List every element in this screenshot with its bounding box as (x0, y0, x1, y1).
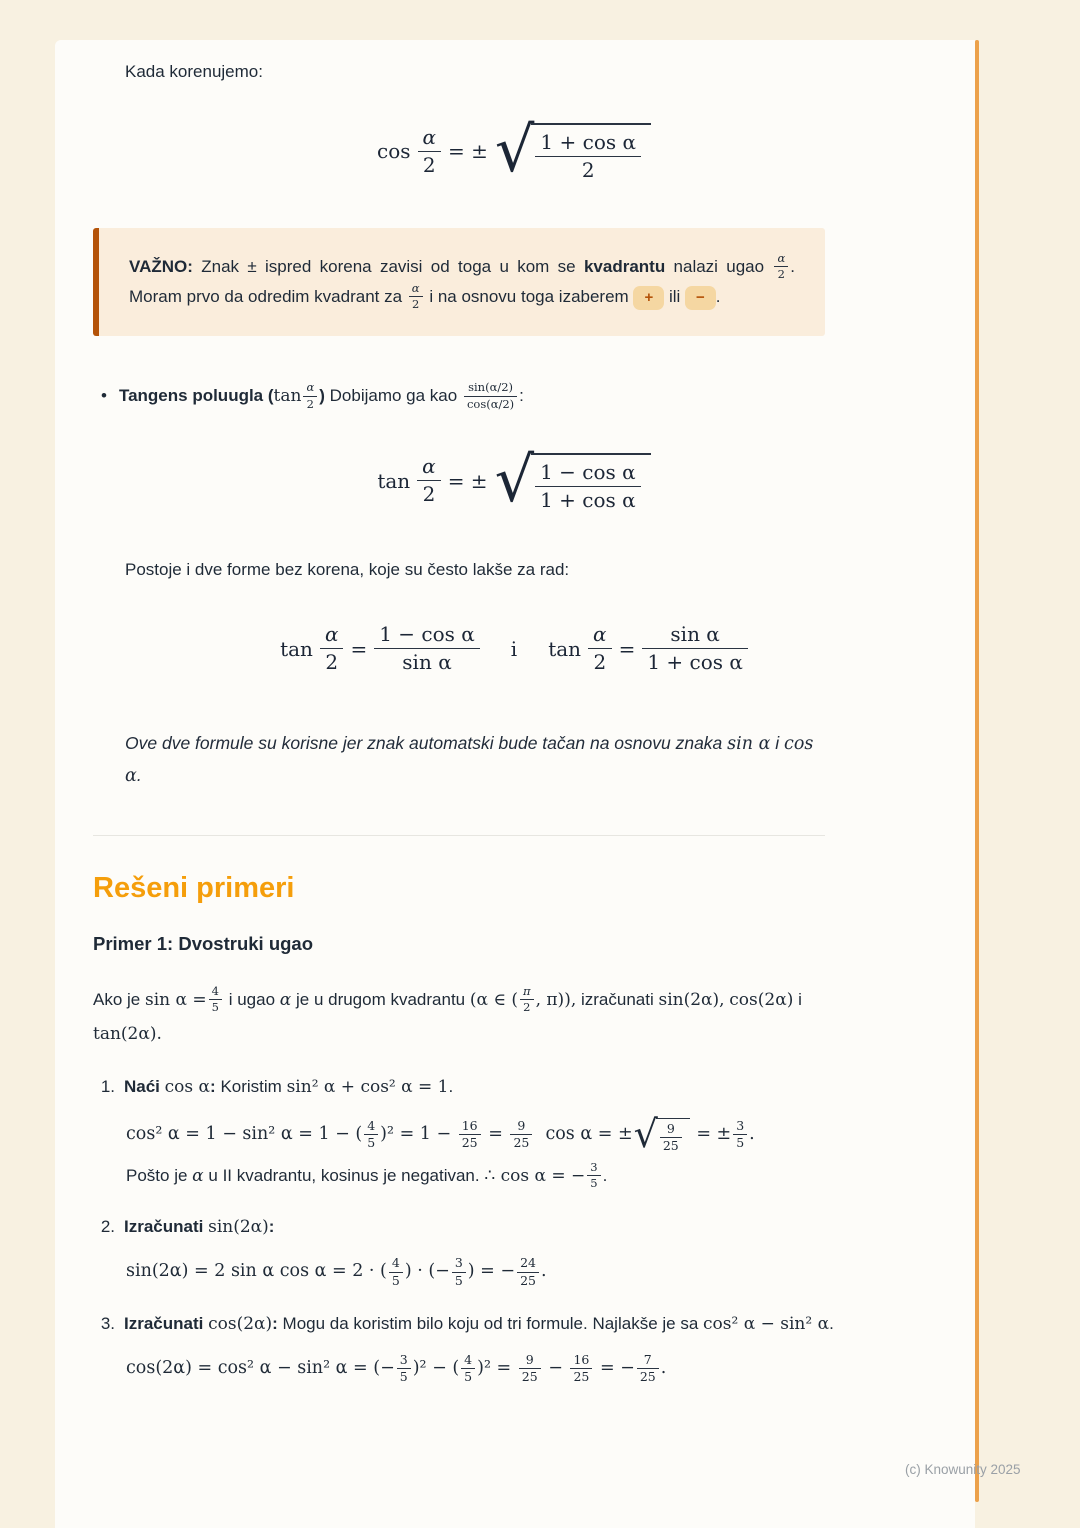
step-body (124, 1073, 864, 1191)
fraction-numerator: 7 (643, 1351, 652, 1367)
fraction-9-25 (519, 1353, 541, 1385)
fraction-numerator: α (777, 250, 786, 265)
math-segment: )² = (477, 1357, 517, 1378)
step-heading (124, 1073, 864, 1102)
math-relation: = ± (447, 468, 488, 493)
fraction-denominator: 2 (588, 648, 612, 674)
example-subtitle: Primer 1: Dvostruki ugao (93, 932, 314, 954)
fraction-denominator: 1 + cos α (535, 486, 641, 512)
fraction-denominator: 2 (303, 396, 317, 411)
math-sin-2a: sin(2α), (658, 989, 725, 1010)
math-tan-2a: tan(2α). (93, 1024, 162, 1045)
callout-text: i na osnovu toga izaberem (429, 287, 629, 307)
step-body (124, 1213, 864, 1288)
conjunction: i (510, 636, 518, 661)
fraction-denominator: 5 (733, 1134, 747, 1150)
fraction-numerator: α (324, 622, 339, 647)
note-italic (125, 728, 825, 793)
fraction-3-5 (733, 1119, 747, 1151)
math-line (126, 1112, 864, 1157)
step-3 (93, 1310, 935, 1385)
solution-steps (93, 1073, 935, 1384)
fraction-alpha-over-2 (418, 126, 442, 177)
fraction-numerator: 16 (461, 1118, 478, 1134)
callout-text: . Moram prvo da odredim kvadrant za (129, 257, 795, 307)
step-bold: Naći (124, 1077, 160, 1097)
fraction-alpha-over-2 (417, 455, 441, 506)
alpha-half-fraction (409, 282, 423, 311)
step-note (126, 1159, 864, 1191)
fraction-denominator: 5 (397, 1368, 411, 1384)
step-text: Mogu da koristim bilo koju od tri formule. Najlakše je sa (282, 1313, 699, 1333)
step-bold: : (272, 1313, 278, 1333)
fraction-denominator: 2 (320, 648, 344, 674)
bullet-text (119, 382, 524, 411)
alpha-half-fraction (774, 252, 788, 281)
math-segment: = ± (690, 1124, 732, 1145)
square-root (494, 442, 651, 516)
bullet-plain-text: Dobijamo ga kao (329, 386, 458, 406)
note-text: . (602, 1166, 608, 1186)
math-segment: . (749, 1124, 755, 1145)
fraction-numerator: 1 + cos α (540, 130, 636, 154)
math-function: tan (273, 386, 302, 407)
fraction-form-left (374, 623, 480, 674)
math-therefore: ∴ cos α = − (484, 1166, 586, 1187)
intro-text: Kada korenujemo: (125, 62, 263, 81)
bullet-marker: • (101, 386, 107, 406)
fraction-denominator: 1 + cos α (642, 648, 748, 674)
fraction-numerator: 4 (391, 1255, 400, 1271)
callout-label: VAŽNO: (129, 257, 193, 276)
fraction-alpha-over-2 (320, 623, 344, 674)
display-formula-cos-half (93, 113, 935, 186)
math-segment: cos(2α) = cos² α − sin² α = (− (126, 1357, 395, 1378)
fraction-denominator: 25 (517, 1272, 539, 1288)
step-heading (124, 1213, 864, 1242)
math-function: tan (548, 636, 582, 661)
fraction-denominator: 25 (637, 1368, 659, 1384)
fraction-denominator: 25 (519, 1368, 541, 1384)
document-content (55, 40, 975, 1385)
step-heading (124, 1310, 864, 1339)
problem-text: izračunati (580, 989, 654, 1009)
sin-cos-half-fraction (464, 381, 517, 410)
fraction-numerator: 4 (367, 1118, 376, 1134)
fraction-numerator: 9 (666, 1121, 675, 1137)
tangent-half-bullet (101, 382, 861, 411)
math-segment: cos² α = 1 − sin² α = 1 − ( (126, 1124, 363, 1145)
math-interval-open: (α ∈ ( (469, 989, 519, 1010)
math-cos-alpha: cos α (164, 1077, 211, 1098)
fraction-9-25 (660, 1122, 682, 1154)
bullet-bold: Tangens poluugla ( (118, 386, 274, 406)
problem-text: Ako je (93, 989, 141, 1009)
math-relation: = ± (448, 139, 488, 163)
math-cos-2a: cos(2α) (729, 989, 794, 1010)
math-sin-alpha: sin α (727, 733, 771, 754)
fraction-3-5 (587, 1161, 600, 1190)
fraction-numerator: 3 (454, 1255, 463, 1271)
square-root (494, 113, 651, 186)
fraction-denominator: cos(α/2) (464, 396, 517, 411)
fraction-radicand (535, 131, 641, 182)
math-cos-alpha: cos α (125, 733, 814, 787)
fraction-numerator: 3 (590, 1159, 598, 1174)
fraction-numerator: 1 − cos α (540, 459, 636, 484)
fraction-3-5 (397, 1353, 411, 1385)
fraction-form-right (642, 623, 748, 674)
problem-text: i ugao (228, 989, 276, 1009)
math-segment: = − (594, 1357, 635, 1378)
fraction-denominator: 5 (587, 1175, 600, 1190)
math-segment: ) = − (467, 1261, 516, 1282)
math-cos2-minus-sin2: cos² α − sin² α (703, 1313, 830, 1334)
document-card (55, 40, 975, 1528)
step-bold: : (210, 1077, 216, 1097)
radicand (531, 123, 651, 182)
step-text: Koristim (220, 1077, 282, 1097)
fraction-denominator: 25 (660, 1137, 682, 1153)
radical-symbol: √ (494, 113, 535, 186)
fraction-numerator: 4 (211, 983, 219, 998)
math-relation: = (350, 636, 368, 661)
fraction-numerator: 1 − cos α (379, 622, 475, 647)
fraction-denominator: 25 (459, 1134, 481, 1150)
math-function: tan (280, 636, 313, 661)
display-formula-tan-half (93, 442, 935, 516)
fraction-denominator: 5 (209, 999, 222, 1014)
fraction-4-5 (389, 1256, 403, 1288)
fraction-numerator: 16 (573, 1351, 590, 1367)
step-number: 1. (100, 1077, 115, 1097)
minus-chip: − (685, 286, 716, 310)
math-function: cos (377, 139, 411, 163)
callout-text: nalazi ugao (673, 257, 765, 276)
math-segment: sin(2α) = 2 sin α cos α = 2 · ( (126, 1261, 387, 1282)
step-bold: Izračunati (124, 1313, 204, 1333)
math-line (126, 1256, 864, 1288)
fraction-numerator: π (523, 983, 531, 998)
math-relation: = (618, 636, 636, 661)
step-bold: Izračunati (124, 1217, 204, 1237)
fraction-denominator: 25 (570, 1368, 592, 1384)
math-pythagorean: sin² α + cos² α = 1 (286, 1077, 449, 1098)
fraction-denominator: 25 (510, 1134, 532, 1150)
fraction-numerator: α (593, 622, 607, 647)
fraction-alpha-over-2 (588, 623, 612, 674)
fraction-7-25 (637, 1353, 659, 1385)
fraction-denominator: 5 (389, 1272, 403, 1288)
step-text: . (829, 1313, 834, 1333)
fraction-denominator: 5 (452, 1272, 466, 1288)
math-segment: − (542, 1357, 569, 1378)
fraction-3-5 (452, 1256, 466, 1288)
fraction-16-25 (459, 1119, 481, 1151)
square-root (633, 1112, 690, 1157)
fraction-numerator: sin α (670, 622, 720, 647)
fraction-numerator: 3 (399, 1351, 408, 1367)
fraction-denominator: 2 (417, 480, 441, 506)
math-segment: . (660, 1357, 667, 1378)
radicand (656, 1118, 690, 1154)
fraction-24-25 (517, 1256, 539, 1288)
callout-text: . (715, 287, 721, 307)
math-segment: )² − ( (412, 1357, 460, 1378)
radicand (531, 453, 651, 512)
bullet-plain-text: : (519, 386, 524, 406)
math-cos-2a: cos(2α) (208, 1313, 273, 1334)
note-text: u II kvadrantu, kosinus je negativan. (208, 1166, 480, 1186)
fraction-numerator: 4 (464, 1351, 473, 1367)
fraction-radicand (535, 461, 641, 512)
step-number: 2. (100, 1217, 115, 1237)
fraction-4-5 (364, 1119, 378, 1151)
step-text: . (448, 1077, 454, 1097)
fraction-numerator: α (411, 281, 420, 296)
fraction-denominator: 2 (418, 151, 442, 177)
math-sin-alpha-equals: sin α = (144, 989, 207, 1010)
display-formula-tan-forms (93, 614, 935, 684)
fraction-numerator: 24 (520, 1255, 536, 1271)
forms-intro-text: Postoje i dve forme bez korena, koje su često lakše za rad: (125, 559, 570, 579)
note-text: Ove dve formule su korisne jer znak automatski bude tačan na osnovu (125, 732, 671, 753)
fraction-16-25 (570, 1353, 592, 1385)
fraction-numerator: α (306, 380, 315, 395)
callout-text: Znak ± ispred korena zavisi od toga u kom se (201, 257, 576, 276)
fraction-denominator: 5 (364, 1134, 378, 1150)
note-text: . (136, 765, 142, 786)
math-segment: . (540, 1261, 547, 1282)
math-segment: ) · (− (404, 1261, 450, 1282)
fraction-numerator: α (422, 454, 436, 479)
math-line (126, 1353, 864, 1385)
step-number: 3. (100, 1313, 115, 1333)
fraction-numerator: 9 (525, 1351, 534, 1367)
page-edge-accent (975, 40, 979, 1502)
problem-text: i (798, 989, 802, 1009)
note-text: znaka (675, 732, 723, 753)
fraction-denominator: 5 (461, 1368, 475, 1384)
bullet-bold: ) (319, 386, 325, 406)
fraction-9-25 (510, 1119, 532, 1151)
math-segment: cos α = ± (534, 1124, 633, 1145)
fraction-pi-2 (520, 985, 534, 1014)
math-segment: = (482, 1124, 509, 1145)
fraction-numerator: α (422, 124, 437, 149)
fraction-denominator: 2 (409, 296, 423, 311)
fraction-4-5 (209, 985, 222, 1014)
fraction-numerator: 9 (517, 1118, 526, 1134)
copyright-footer: (c) Knowunity 2025 (905, 1462, 1021, 1477)
math-alpha: α (279, 989, 292, 1010)
math-interval-close: , π)), (535, 989, 577, 1010)
fraction-numerator: sin(α/2) (468, 380, 514, 395)
step-1 (93, 1073, 935, 1191)
section-divider (93, 835, 825, 836)
important-callout (93, 228, 825, 336)
fraction-numerator: 3 (736, 1118, 745, 1134)
step-body (124, 1310, 864, 1385)
math-sin-2a: sin(2α) (208, 1217, 269, 1238)
fraction-denominator: 2 (520, 999, 534, 1014)
plus-chip: + (633, 286, 664, 310)
math-segment: )² = 1 − (380, 1124, 457, 1145)
math-alpha: α (192, 1166, 204, 1187)
fraction-denominator: 2 (535, 156, 641, 182)
problem-text: je u drugom kvadrantu (295, 989, 466, 1009)
problem-statement (93, 983, 861, 1051)
callout-bold-word: kvadrantu (583, 257, 666, 276)
section-title: Rešeni primeri (93, 871, 295, 904)
fraction-denominator: sin α (374, 648, 480, 674)
radical-symbol: √ (494, 442, 535, 516)
fraction-denominator: 2 (774, 266, 788, 281)
radical-symbol: √ (633, 1112, 658, 1157)
step-2 (93, 1213, 935, 1288)
math-function: tan (377, 468, 411, 493)
step-bold: : (268, 1217, 275, 1237)
callout-text: ili (668, 287, 681, 307)
fraction-4-5 (461, 1353, 475, 1385)
note-text: i (775, 732, 780, 753)
note-text: Pošto je (126, 1166, 188, 1186)
alpha-half-fraction (303, 381, 317, 410)
